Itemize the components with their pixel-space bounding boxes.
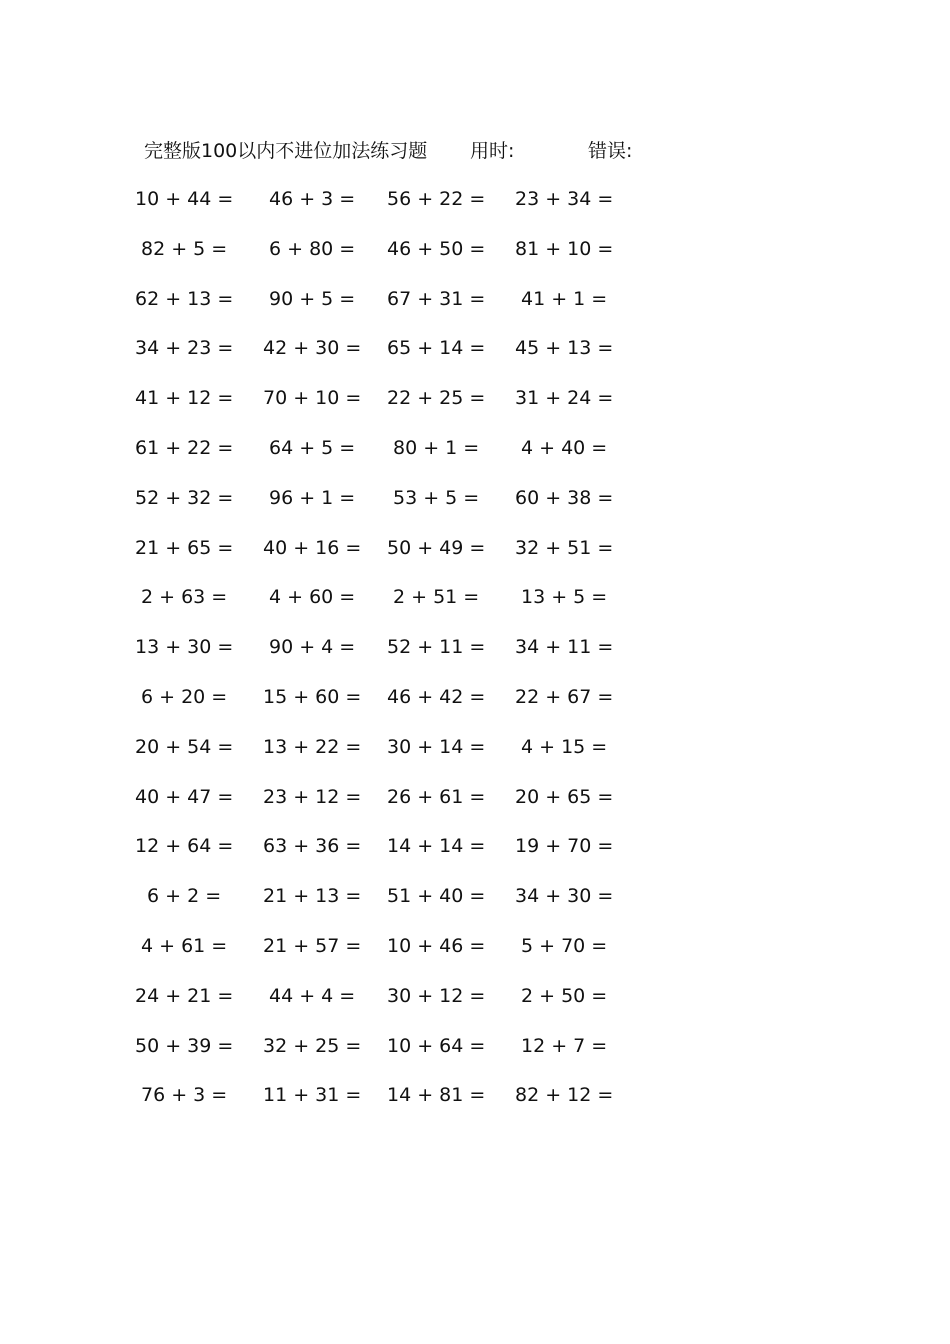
addition-problem: 4 + 40 = (521, 437, 608, 459)
addition-problem: 14 + 14 = (387, 835, 486, 857)
addition-problem: 13 + 22 = (263, 736, 362, 758)
addition-problem: 50 + 39 = (135, 1035, 234, 1057)
addition-problem: 60 + 38 = (515, 487, 614, 509)
addition-problem: 13 + 30 = (135, 636, 234, 658)
addition-problem: 45 + 13 = (515, 337, 614, 359)
addition-problem: 2 + 63 = (141, 586, 228, 608)
addition-problem: 10 + 46 = (387, 935, 486, 957)
addition-problem: 13 + 5 = (521, 586, 608, 608)
addition-problem: 76 + 3 = (141, 1084, 228, 1106)
addition-problem: 23 + 12 = (263, 786, 362, 808)
addition-problem: 81 + 10 = (515, 238, 614, 260)
addition-problem: 24 + 21 = (135, 985, 234, 1007)
addition-problem: 21 + 65 = (135, 537, 234, 559)
addition-problem: 2 + 50 = (521, 985, 608, 1007)
addition-problem: 90 + 5 = (269, 288, 356, 310)
addition-problem: 65 + 14 = (387, 337, 486, 359)
addition-problem: 23 + 34 = (515, 188, 614, 210)
addition-problem: 34 + 23 = (135, 337, 234, 359)
addition-problem: 64 + 5 = (269, 437, 356, 459)
addition-problem: 6 + 80 = (269, 238, 356, 260)
addition-problem: 31 + 24 = (515, 387, 614, 409)
addition-problem: 26 + 61 = (387, 786, 486, 808)
addition-problem: 41 + 12 = (135, 387, 234, 409)
addition-problem: 4 + 61 = (141, 935, 228, 957)
addition-problem: 6 + 20 = (141, 686, 228, 708)
addition-problem: 62 + 13 = (135, 288, 234, 310)
addition-problem: 12 + 64 = (135, 835, 234, 857)
addition-problem: 34 + 30 = (515, 885, 614, 907)
addition-problem: 21 + 13 = (263, 885, 362, 907)
time-label: 用时: (470, 140, 515, 162)
addition-problem: 10 + 64 = (387, 1035, 486, 1057)
addition-problem: 21 + 57 = (263, 935, 362, 957)
addition-problem: 34 + 11 = (515, 636, 614, 658)
addition-problem: 22 + 67 = (515, 686, 614, 708)
addition-problem: 70 + 10 = (263, 387, 362, 409)
addition-problem: 53 + 5 = (393, 487, 480, 509)
addition-problem: 11 + 31 = (263, 1084, 362, 1106)
addition-problem: 40 + 47 = (135, 786, 234, 808)
addition-problem: 4 + 60 = (269, 586, 356, 608)
addition-problem: 46 + 42 = (387, 686, 486, 708)
addition-problem: 15 + 60 = (263, 686, 362, 708)
addition-problem: 46 + 50 = (387, 238, 486, 260)
addition-problem: 90 + 4 = (269, 636, 356, 658)
addition-problem: 61 + 22 = (135, 437, 234, 459)
addition-problem: 12 + 7 = (521, 1035, 608, 1057)
addition-problem: 50 + 49 = (387, 537, 486, 559)
addition-problem: 20 + 54 = (135, 736, 234, 758)
addition-problem: 10 + 44 = (135, 188, 234, 210)
addition-problem: 40 + 16 = (263, 537, 362, 559)
addition-problem: 14 + 81 = (387, 1084, 486, 1106)
addition-problem: 2 + 51 = (393, 586, 480, 608)
addition-problem: 30 + 14 = (387, 736, 486, 758)
addition-problem: 32 + 51 = (515, 537, 614, 559)
addition-problem: 6 + 2 = (147, 885, 222, 907)
addition-problem: 52 + 32 = (135, 487, 234, 509)
addition-problem: 63 + 36 = (263, 835, 362, 857)
addition-problem: 4 + 15 = (521, 736, 608, 758)
addition-problem: 51 + 40 = (387, 885, 486, 907)
addition-problem: 32 + 25 = (263, 1035, 362, 1057)
addition-problem: 42 + 30 = (263, 337, 362, 359)
addition-problem: 41 + 1 = (521, 288, 608, 310)
addition-problem: 82 + 12 = (515, 1084, 614, 1106)
worksheet-title: 完整版100以内不进位加法练习题 (144, 140, 428, 162)
addition-problem: 22 + 25 = (387, 387, 486, 409)
addition-problem: 96 + 1 = (269, 487, 356, 509)
addition-problem: 46 + 3 = (269, 188, 356, 210)
addition-problem: 30 + 12 = (387, 985, 486, 1007)
addition-problem: 80 + 1 = (393, 437, 480, 459)
addition-problem: 20 + 65 = (515, 786, 614, 808)
addition-problem: 44 + 4 = (269, 985, 356, 1007)
addition-problem: 56 + 22 = (387, 188, 486, 210)
addition-problem: 82 + 5 = (141, 238, 228, 260)
addition-problem: 67 + 31 = (387, 288, 486, 310)
errors-label: 错误: (588, 140, 633, 162)
addition-problem: 52 + 11 = (387, 636, 486, 658)
addition-problem: 5 + 70 = (521, 935, 608, 957)
addition-problem: 19 + 70 = (515, 835, 614, 857)
